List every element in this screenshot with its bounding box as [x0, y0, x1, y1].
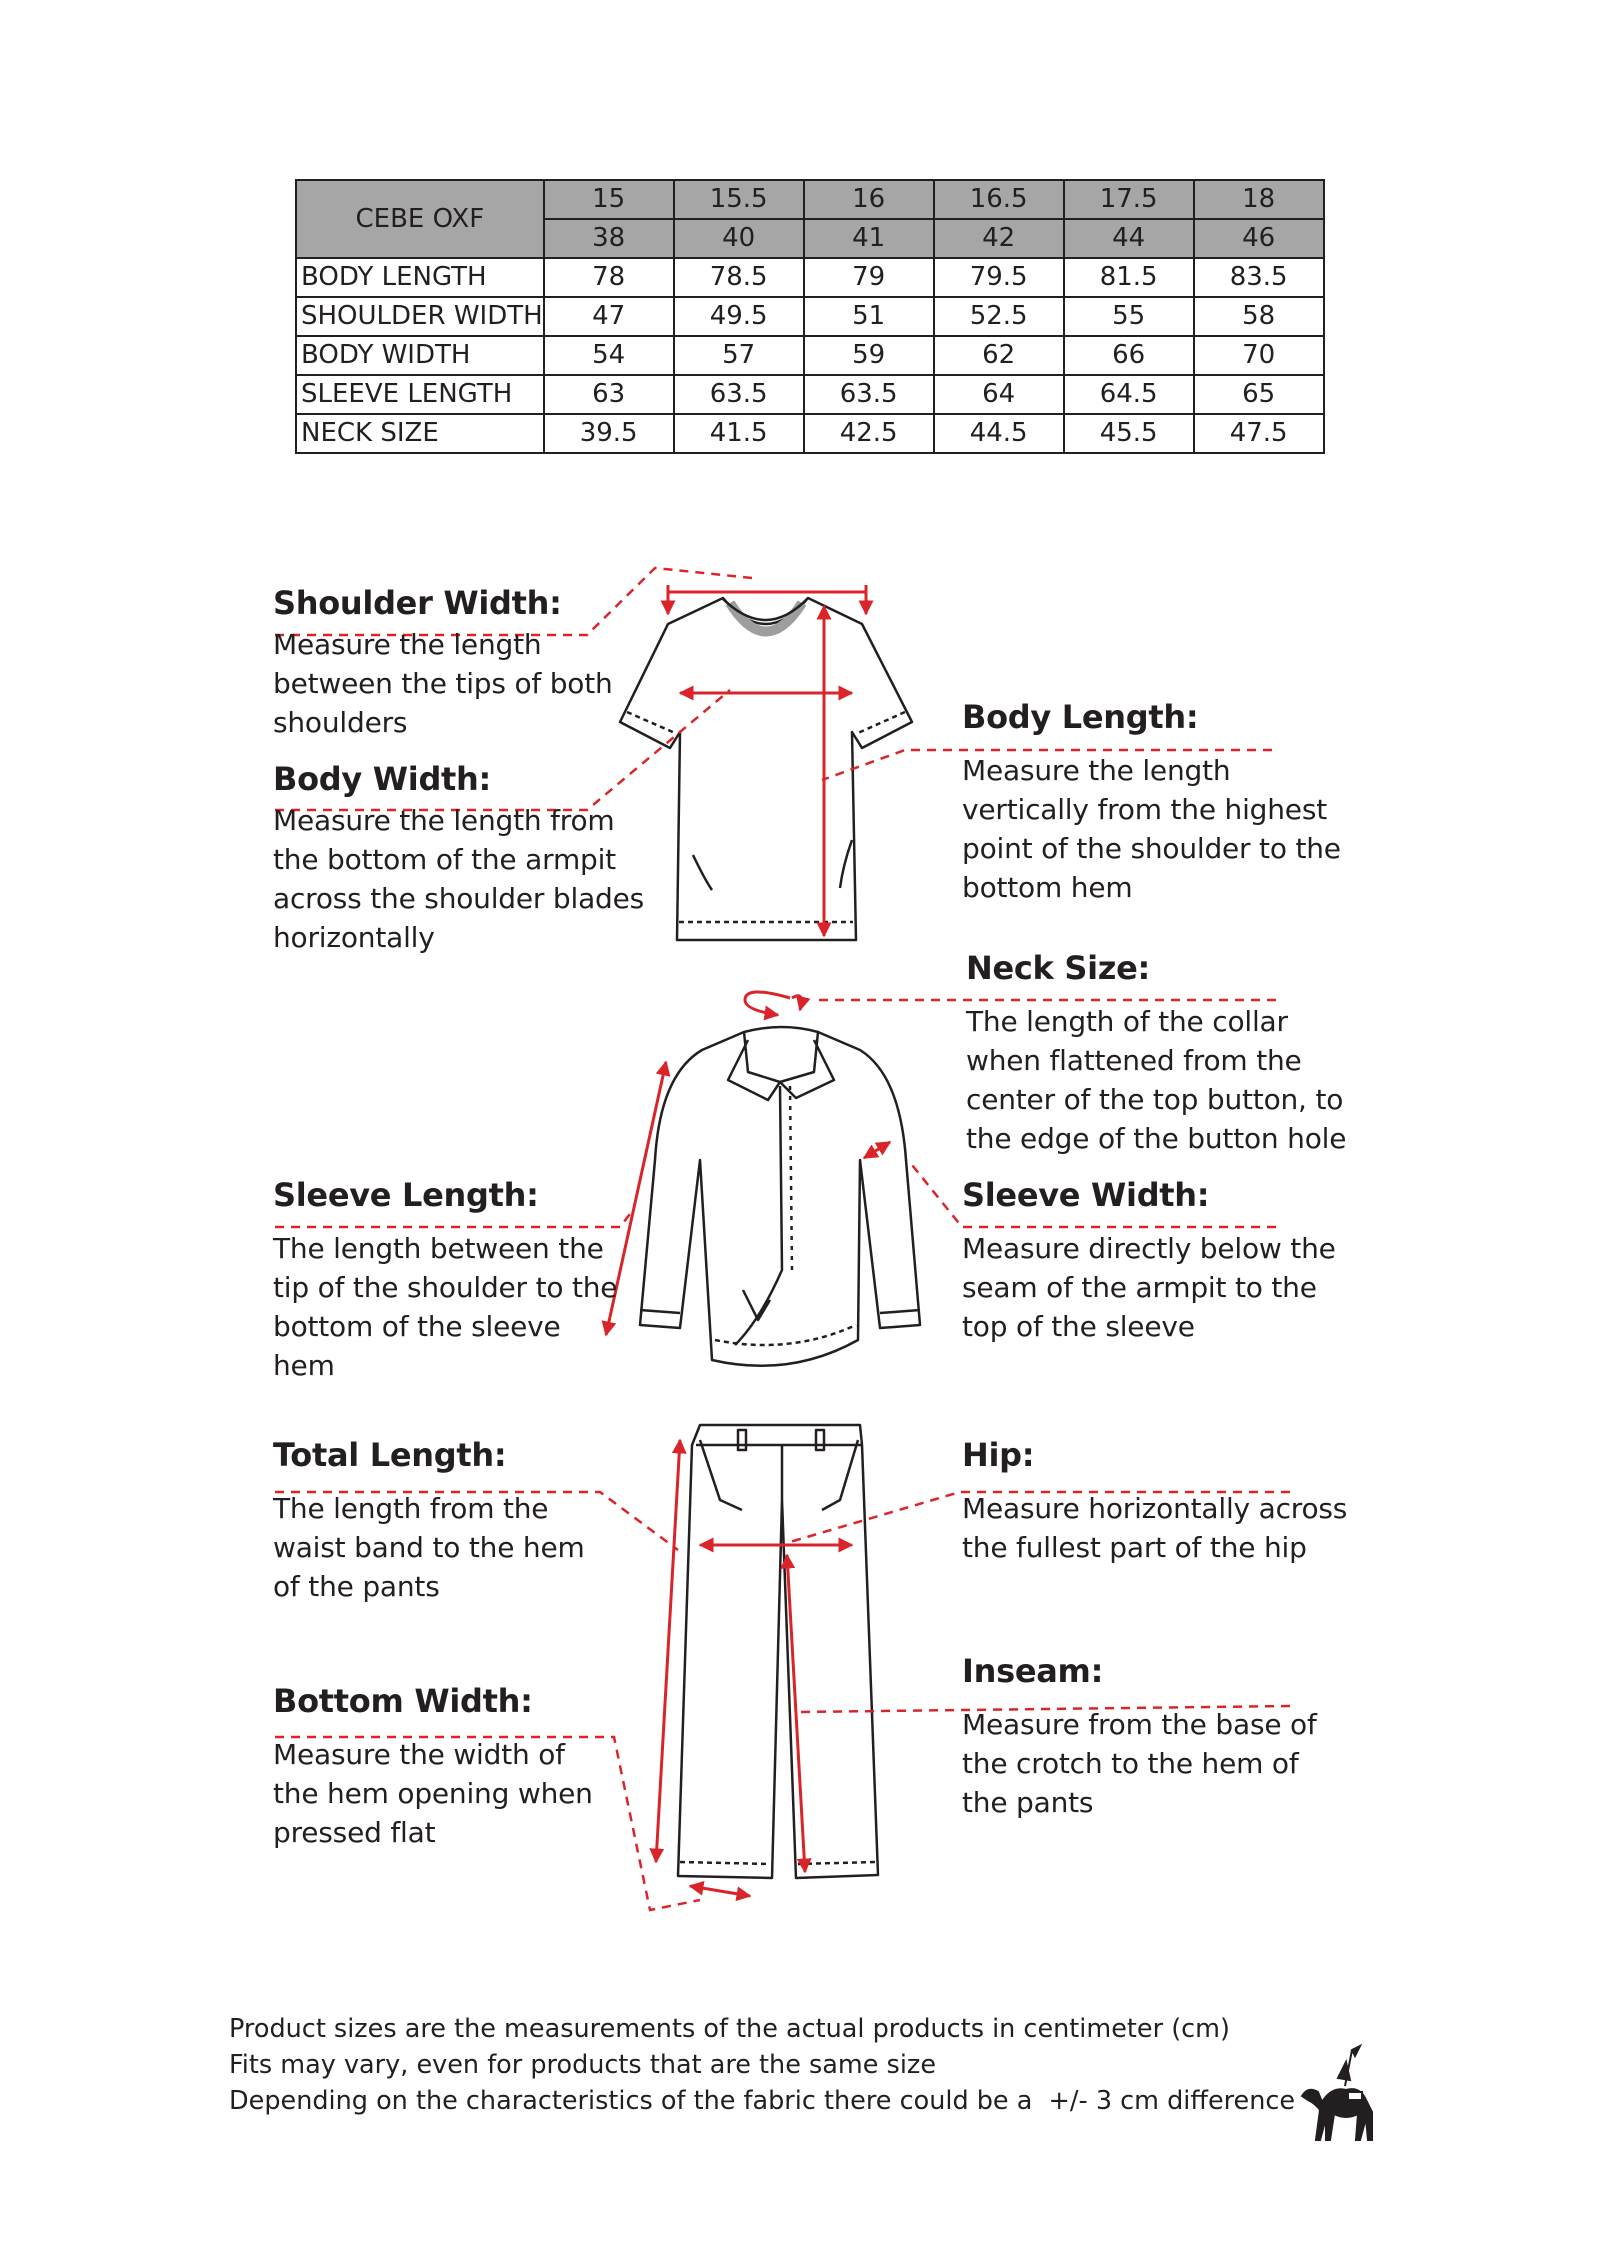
bottom-width-heading: Bottom Width: — [273, 1682, 533, 1720]
size-us-cell: 15 — [544, 180, 674, 219]
measure-cell: 65 — [1194, 375, 1324, 414]
measure-cell: 58 — [1194, 297, 1324, 336]
size-eu-cell: 41 — [804, 219, 934, 258]
desc-line: The length between the — [273, 1232, 604, 1265]
measure-cell: 64 — [934, 375, 1064, 414]
desc-line: the edge of the button hole — [966, 1122, 1347, 1155]
tshirt-icon — [620, 598, 912, 940]
measure-cell: 63 — [544, 375, 674, 414]
measure-cell: 39.5 — [544, 414, 674, 453]
measure-cell: 44.5 — [934, 414, 1064, 453]
desc-line: pressed flat — [273, 1816, 436, 1849]
shoulder-width-heading: Shoulder Width: — [273, 584, 562, 622]
desc-line: Measure horizontally across — [962, 1492, 1348, 1525]
desc-line: center of the top button, to — [966, 1083, 1344, 1116]
desc-line: waist band to the hem — [273, 1531, 585, 1564]
measure-cell: 63.5 — [804, 375, 934, 414]
row-label: NECK SIZE — [296, 414, 544, 453]
sleeve-width-block — [962, 1175, 1336, 1346]
desc-line: the pants — [962, 1786, 1094, 1819]
desc-line: Measure the length — [962, 754, 1231, 787]
row-label: SLEEVE LENGTH — [296, 375, 544, 414]
desc-line: bottom of the sleeve — [273, 1310, 561, 1343]
size-eu-cell: 40 — [674, 219, 804, 258]
size-eu-cell: 42 — [934, 219, 1064, 258]
desc-line: Measure directly below the — [962, 1232, 1336, 1265]
desc-line: horizontally — [273, 921, 435, 954]
sleeve-length-heading: Sleeve Length: — [273, 1176, 539, 1214]
measure-cell: 78 — [544, 258, 674, 297]
neck-size-block — [966, 948, 1346, 1158]
desc-line: Measure the width of — [273, 1738, 565, 1771]
size-us-cell: 17.5 — [1064, 180, 1194, 219]
measure-cell: 42.5 — [804, 414, 934, 453]
hip-description — [962, 1489, 1347, 1567]
desc-line: of the pants — [273, 1570, 440, 1603]
desc-line: tip of the shoulder to the — [273, 1271, 618, 1304]
size-eu-cell: 46 — [1194, 219, 1324, 258]
desc-line: Measure the length from — [273, 804, 615, 837]
size-us-cell: 18 — [1194, 180, 1324, 219]
body-length-heading: Body Length: — [962, 698, 1199, 736]
measure-cell: 63.5 — [674, 375, 804, 414]
total-length-heading: Total Length: — [273, 1436, 507, 1474]
desc-line: the crotch to the hem of — [962, 1747, 1299, 1780]
desc-line: seam of the armpit to the — [962, 1271, 1317, 1304]
measure-cell: 59 — [804, 336, 934, 375]
sleeve-width-heading: Sleeve Width: — [962, 1176, 1210, 1214]
shoulder-width-block — [273, 583, 613, 742]
sleeve-width-description — [962, 1229, 1336, 1346]
shoulder-width-description — [273, 625, 613, 742]
desc-line: The length from the — [273, 1492, 549, 1525]
total-length-block — [273, 1435, 585, 1606]
inseam-heading: Inseam: — [962, 1652, 1104, 1690]
bottom-width-description — [273, 1735, 593, 1852]
measure-cell: 81.5 — [1064, 258, 1194, 297]
row-label: BODY LENGTH — [296, 258, 544, 297]
footnote-line: Depending on the characteristics of the fabric there could be a +/- 3 cm difference — [229, 2086, 1296, 2116]
measure-cell: 49.5 — [674, 297, 804, 336]
desc-line: top of the sleeve — [962, 1310, 1195, 1343]
measure-cell: 45.5 — [1064, 414, 1194, 453]
desc-line: the bottom of the armpit — [273, 843, 616, 876]
desc-line: Measure the length — [273, 628, 542, 661]
bottom-width-block — [273, 1681, 593, 1852]
neck-size-description — [966, 1002, 1346, 1158]
measure-cell: 47 — [544, 297, 674, 336]
neck-size-heading: Neck Size: — [966, 949, 1151, 987]
desc-line: the hem opening when — [273, 1777, 593, 1810]
size-eu-cell: 44 — [1064, 219, 1194, 258]
measure-cell: 51 — [804, 297, 934, 336]
hip-block — [962, 1435, 1347, 1567]
desc-line: the fullest part of the hip — [962, 1531, 1307, 1564]
measure-cell: 41.5 — [674, 414, 804, 453]
body-width-heading: Body Width: — [273, 760, 492, 798]
desc-line: when flattened from the — [966, 1044, 1302, 1077]
measure-cell: 57 — [674, 336, 804, 375]
desc-line: bottom hem — [962, 871, 1133, 904]
desc-line: between the tips of both — [273, 667, 613, 700]
camel-rider-logo — [1302, 2046, 1372, 2140]
desc-line: The length of the collar — [966, 1005, 1288, 1038]
sleeve-length-description — [273, 1229, 617, 1385]
model-name-cell: CEBE OXF — [296, 180, 544, 258]
measure-cell: 66 — [1064, 336, 1194, 375]
measure-cell: 83.5 — [1194, 258, 1324, 297]
body-width-description — [273, 801, 644, 957]
desc-line: vertically from the highest — [962, 793, 1327, 826]
size-us-cell: 16 — [804, 180, 934, 219]
footnote-line: Product sizes are the measurements of the actual products in centimeter (cm) — [229, 2014, 1230, 2044]
measure-cell: 54 — [544, 336, 674, 375]
hip-heading: Hip: — [962, 1436, 1035, 1474]
measure-cell: 62 — [934, 336, 1064, 375]
desc-line: across the shoulder blades — [273, 882, 645, 915]
size-us-cell: 16.5 — [934, 180, 1064, 219]
measure-cell: 78.5 — [674, 258, 804, 297]
measure-cell: 55 — [1064, 297, 1194, 336]
row-label: SHOULDER WIDTH — [296, 297, 544, 336]
row-label: BODY WIDTH — [296, 336, 544, 375]
desc-line: Measure from the base of — [962, 1708, 1317, 1741]
measure-cell: 52.5 — [934, 297, 1064, 336]
size-eu-cell: 38 — [544, 219, 674, 258]
shirt-icon — [640, 1027, 920, 1366]
size-us-cell: 15.5 — [674, 180, 804, 219]
measure-cell: 79 — [804, 258, 934, 297]
measure-cell: 79.5 — [934, 258, 1064, 297]
inseam-description — [962, 1705, 1317, 1822]
body-length-description — [962, 751, 1341, 907]
desc-line: point of the shoulder to the — [962, 832, 1341, 865]
total-length-description — [273, 1489, 585, 1606]
sleeve-length-block — [273, 1175, 617, 1385]
body-length-block — [962, 697, 1341, 907]
pants-icon — [678, 1425, 878, 1878]
footnote-line: Fits may vary, even for products that are the same size — [229, 2050, 937, 2080]
inseam-block — [962, 1651, 1317, 1822]
body-width-block — [273, 759, 644, 957]
measure-cell: 70 — [1194, 336, 1324, 375]
desc-line: hem — [273, 1349, 335, 1382]
measure-cell: 64.5 — [1064, 375, 1194, 414]
footnotes — [229, 2011, 1295, 2119]
desc-line: shoulders — [273, 706, 408, 739]
measure-cell: 47.5 — [1194, 414, 1324, 453]
